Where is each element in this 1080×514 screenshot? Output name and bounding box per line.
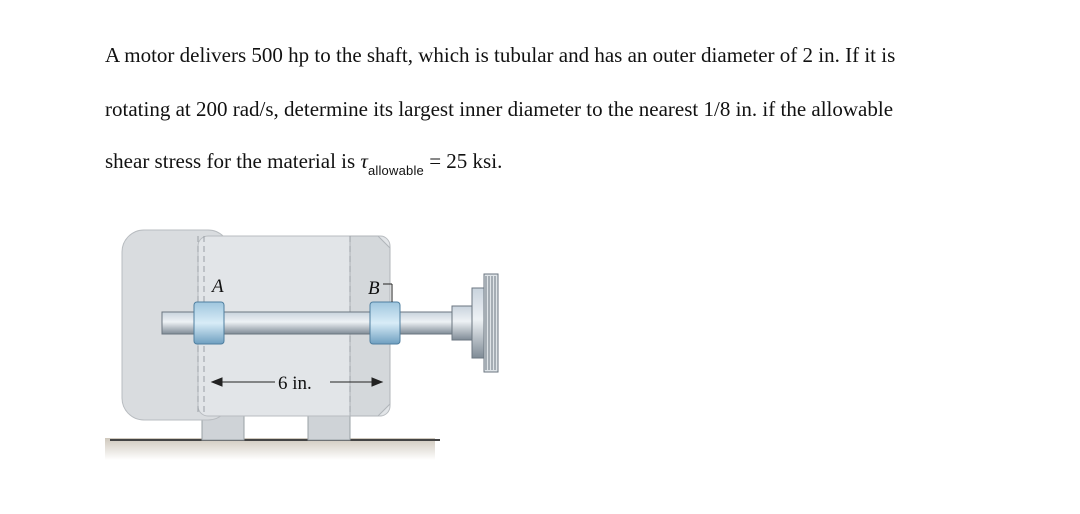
dimension-label: 6 in. — [278, 373, 312, 394]
motor-shaft-drawing — [100, 222, 520, 482]
ground-shadow — [105, 438, 435, 460]
problem-line-3 — [105, 148, 502, 177]
problem-line-2: rotating at 200 rad/s, determine its largest inner diameter to the nearest 1/8 in. if the allowable — [105, 97, 894, 121]
label-a: A — [212, 276, 224, 297]
label-b: B — [368, 278, 380, 299]
shaft-stub — [452, 306, 474, 340]
pulley-hub — [472, 288, 484, 358]
problem-line-1: A motor delivers 500 hp to the shaft, which is tubular and has an outer diameter of 2 in. If it is — [105, 43, 896, 67]
tau-symbol: τ — [360, 149, 368, 173]
motor-foot-right — [308, 414, 350, 440]
bearing-a — [194, 302, 224, 344]
bearing-b — [370, 302, 400, 344]
motor-shaft-figure — [100, 222, 520, 482]
line-3-prefix: shear stress for the material is — [105, 149, 361, 173]
line-3-suffix: = 25 ksi. — [423, 149, 503, 173]
tau-subscript: allowable — [367, 163, 424, 178]
